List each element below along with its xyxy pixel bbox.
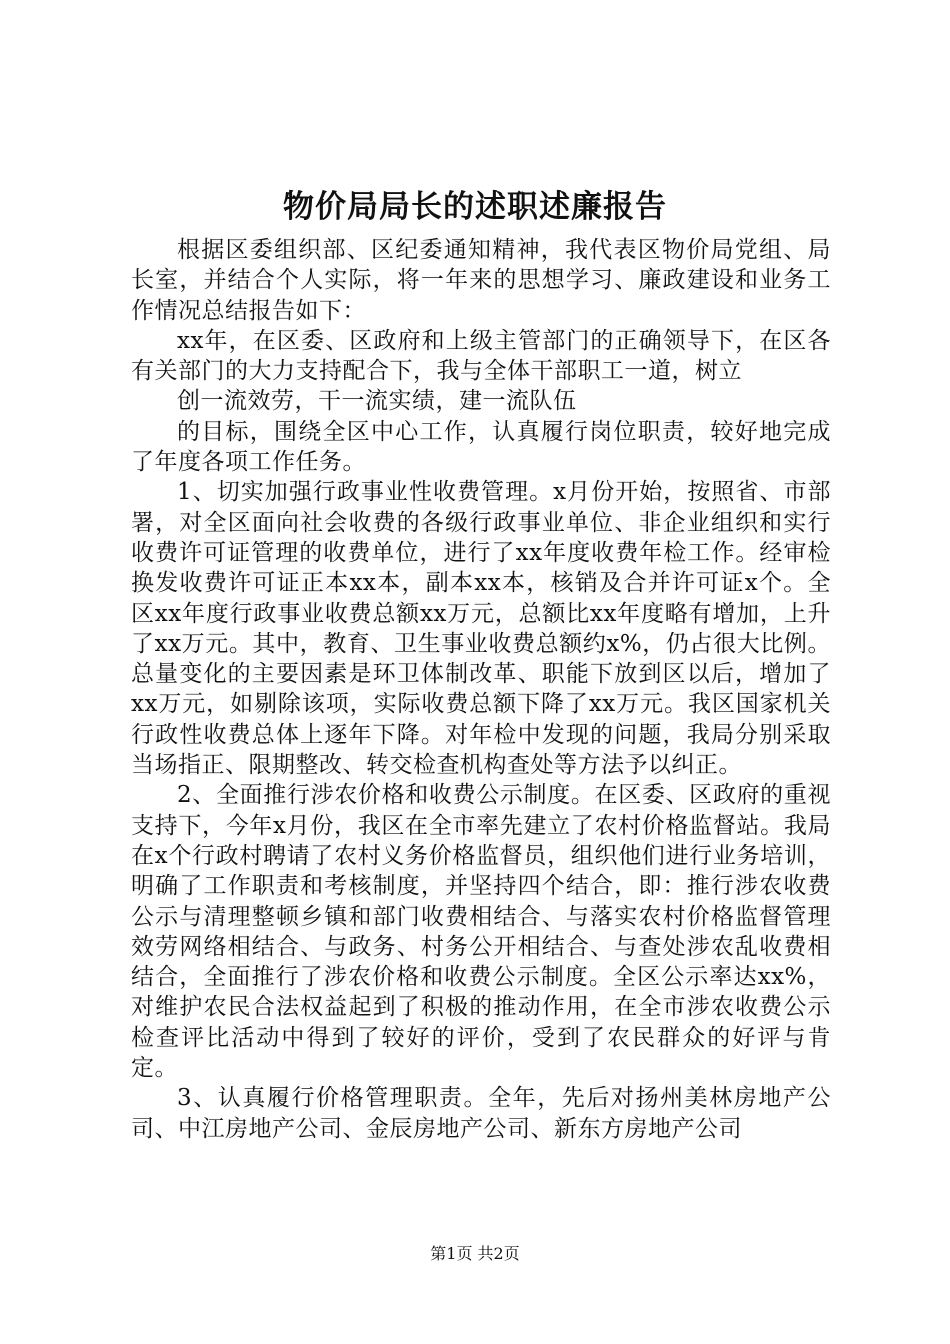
paragraph-item-2: 2、全面推行涉农价格和收费公示制度。在区委、区政府的重视支持下，今年x月份，我区在全市率先建立了农村价格监督站。我局在x个行政村聘请了农村义务价格监督员，组织他们进行业务培训，明确了工作职责和考核制度，并坚持四个结合，即：推行涉农收费公示与清理整顿乡镇和部门收费相结合、与落实农村价格监督管理效劳网络相结合、与政务、村务公开相结合、与查处涉农乱收费相结合，全面推行了涉农价格和收费公示制度。全区公示率达xx%，对维护农民合法权益起到了积极的推动作用，在全市涉农收费公示检查评比活动中得到了较好的评价，受到了农民群众的好评与肯定。 [131, 782, 831, 1082]
paragraph-year-summary: xx年，在区委、区政府和上级主管部门的正确领导下，在区各有关部门的大力支持配合下，我与全体干部职工一道，树立 [131, 327, 831, 385]
document-body [131, 235, 831, 1144]
paragraph-item-1: 1、切实加强行政事业性收费管理。x月份开始，按照省、市部署，对全区面向社会收费的各级行政事业单位、非企业组织和实行收费许可证管理的收费单位，进行了xx年度收费年检工作。经审检换发收费许可证正本xx本，副本xx本，核销及合并许可证x个。全区xx年度行政事业收费总额xx万元，总额比xx年度略有增加，上升了xx万元。其中，教育、卫生事业收费总额约x%，仍占很大比例。总量变化的主要因素是环卫体制改革、职能下放到区以后，增加了xx万元，如剔除该项，实际收费总额下降了xx万元。我区国家机关行政性收费总体上逐年下降。对年检中发现的问题，我局分别采取当场指正、限期整改、转交检查机构查处等方法予以纠正。 [131, 479, 831, 779]
page-footer: 第1页 共2页 [430, 1244, 520, 1263]
paragraph-goal: 的目标，围绕全区中心工作，认真履行岗位职责，较好地完成了年度各项工作任务。 [131, 418, 831, 476]
paragraph-item-3: 3、认真履行价格管理职责。全年，先后对扬州美林房地产公司、中江房地产公司、金辰房地产公司、新东方房地产公司 [131, 1085, 831, 1142]
document-title: 物价局局长的述职述廉报告 [283, 189, 667, 225]
paragraph-intro: 根据区委组织部、区纪委通知精神，我代表区物价局党组、局长室，并结合个人实际，将一年来的思想学习、廉政建设和业务工作情况总结报告如下： [131, 237, 831, 324]
paragraph-slogan: 创一流效劳，干一流实绩，建一流队伍 [177, 388, 577, 415]
